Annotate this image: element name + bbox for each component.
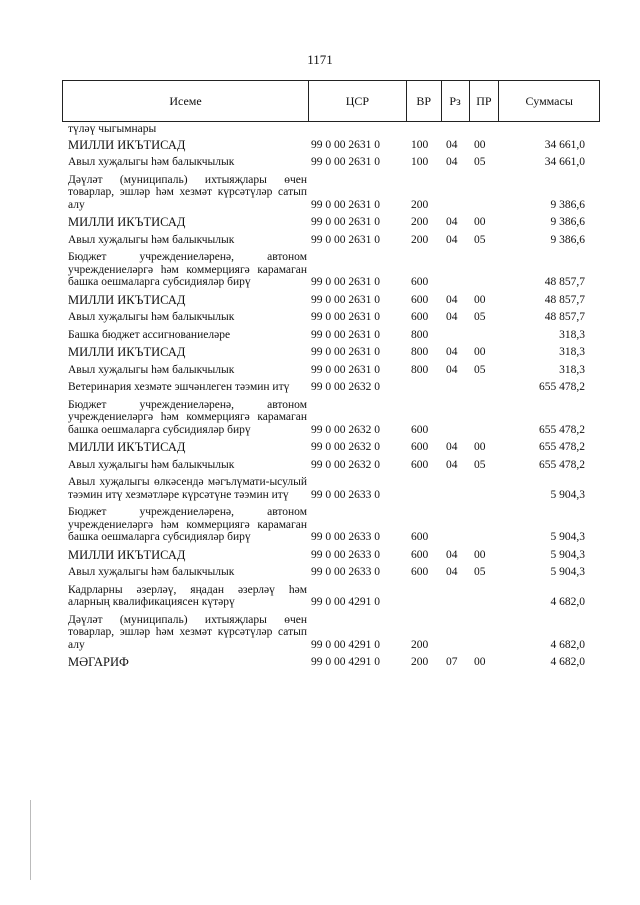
row-name: МИЛЛИ ИКЪТИСАД: [68, 215, 186, 229]
row-vr: 200: [411, 656, 429, 668]
table-row: [62, 346, 600, 359]
row-csr: 99 0 00 2633 0: [311, 531, 380, 543]
table-row: [62, 566, 600, 579]
row-rz: 04: [446, 233, 458, 246]
row-csr: 99 0 00 2631 0: [311, 363, 380, 376]
row-name: Бюджет учреждениеләренә, автоном учреждениеләргә һәм коммерциягә карамаган башка оешмаларга субсидияләр бирү: [68, 506, 307, 543]
row-vr: 800: [411, 346, 429, 358]
row-csr: 99 0 00 2631 0: [311, 156, 380, 168]
table-row: [62, 139, 600, 152]
row-sum: 318,3: [559, 363, 585, 376]
row-rz: 04: [446, 458, 458, 471]
table-row: [62, 123, 600, 136]
row-pr: 05: [474, 156, 486, 168]
row-sum: 318,3: [559, 346, 585, 358]
table-row: [62, 216, 600, 229]
row-csr: 99 0 00 2631 0: [311, 311, 380, 323]
row-name: Авыл хуҗалыгы һәм балыкчылык: [68, 566, 235, 578]
header-csr: ЦСР: [309, 81, 407, 121]
row-vr: 600: [411, 311, 429, 323]
table-row: [62, 476, 600, 501]
row-sum: 9 386,6: [550, 233, 585, 246]
table-row: [62, 614, 600, 652]
row-csr: 99 0 00 2631 0: [311, 346, 380, 358]
table-row: [62, 156, 600, 169]
row-vr: 200: [411, 638, 429, 651]
row-vr: 600: [411, 293, 429, 306]
row-csr: 99 0 00 2632 0: [311, 441, 380, 453]
row-rz: 04: [446, 216, 458, 228]
row-csr: 99 0 00 2633 0: [311, 566, 380, 578]
row-pr: 00: [474, 138, 486, 151]
row-name: Авыл хуҗалыгы һәм балыкчылык: [68, 363, 235, 376]
row-name: Башка бюджет ассигнованиеләре: [68, 328, 231, 341]
header-name: Исеме: [63, 81, 309, 121]
row-vr: 100: [411, 138, 429, 151]
row-pr: 00: [474, 216, 486, 228]
row-pr: 05: [474, 566, 486, 578]
row-vr: 200: [411, 198, 429, 211]
row-csr: 99 0 00 2633 0: [311, 488, 380, 501]
row-pr: 00: [474, 441, 486, 453]
row-rz: 04: [446, 441, 458, 453]
table-row: [62, 506, 600, 544]
row-name: Авыл хуҗалыгы өлкәсендә мәгълүмати-ысулый тәэмин итү хезмәтләре күрсәтүне тәэмин итү: [68, 476, 307, 501]
row-name: Дәүләт (муниципаль) ихтыяҗлары өчен товарлар, эшләр һәм хезмәт күрсәтүләр сатып алу: [68, 613, 307, 651]
row-csr: 99 0 00 4291 0: [311, 596, 380, 608]
row-name: Бюджет учреждениеләренә, автоном учреждениеләргә һәм коммерциягә карамаган башка оешмаларга субсидияләр бирү: [68, 398, 307, 436]
row-pr: 00: [474, 656, 486, 668]
row-sum: 4 682,0: [550, 638, 585, 651]
row-sum: 5 904,3: [550, 531, 585, 543]
table-row: [62, 584, 600, 609]
row-sum: 48 857,7: [544, 311, 585, 323]
row-csr: 99 0 00 2631 0: [311, 198, 380, 211]
row-name: Авыл хуҗалыгы һәм балыкчылык: [68, 458, 235, 471]
row-csr: 99 0 00 2631 0: [311, 216, 380, 228]
row-name: МИЛЛИ ИКЪТИСАД: [68, 345, 186, 359]
row-pr: 05: [474, 233, 486, 246]
table-row: [62, 441, 600, 454]
row-sum: 48 857,7: [544, 276, 585, 288]
row-pr: 00: [474, 293, 486, 306]
header-pr: ПР: [470, 81, 500, 121]
row-rz: 04: [446, 311, 458, 323]
row-name: МИЛЛИ ИКЪТИСАД: [68, 137, 186, 152]
table-row: [62, 174, 600, 212]
row-sum: 48 857,7: [544, 293, 585, 306]
row-vr: 600: [411, 458, 429, 471]
row-sum: 4 682,0: [550, 656, 585, 668]
row-sum: 34 661,0: [544, 156, 585, 168]
row-name: Авыл хуҗалыгы һәм балыкчылык: [68, 311, 235, 323]
table-row: [62, 399, 600, 437]
row-sum: 4 682,0: [550, 596, 585, 608]
row-vr: 200: [411, 216, 429, 228]
margin-rule: [30, 800, 31, 880]
row-vr: 600: [411, 548, 429, 561]
row-sum: 655 478,2: [539, 381, 585, 393]
row-name: Ветеринария хезмәте эшчәнлеген тәэмин итү: [68, 381, 290, 393]
row-rz: 04: [446, 346, 458, 358]
row-rz: 04: [446, 138, 458, 151]
row-sum: 9 386,6: [550, 198, 585, 211]
row-csr: 99 0 00 2631 0: [311, 233, 380, 246]
row-name: МӘГАРИФ: [68, 655, 129, 669]
table-row: [62, 381, 600, 394]
row-sum: 655 478,2: [539, 423, 585, 436]
row-rz: 04: [446, 156, 458, 168]
row-name: Кадрларны әзерләү, яңадан әзерләү һәм аларның квалификациясен күтәрү: [68, 583, 307, 608]
row-csr: 99 0 00 2632 0: [311, 458, 380, 471]
row-sum: 655 478,2: [539, 441, 585, 453]
row-vr: 600: [411, 531, 429, 543]
row-csr: 99 0 00 4291 0: [311, 638, 380, 651]
row-name: Авыл хуҗалыгы һәм балыкчылык: [68, 156, 235, 168]
table-header: [62, 80, 600, 122]
row-name: түләү чыгымнары: [68, 123, 157, 135]
row-vr: 100: [411, 156, 429, 168]
row-vr: 600: [411, 276, 429, 288]
row-sum: 9 386,6: [550, 216, 585, 228]
row-vr: 600: [411, 441, 429, 453]
row-pr: 05: [474, 363, 486, 376]
row-pr: 05: [474, 311, 486, 323]
row-csr: 99 0 00 4291 0: [311, 656, 380, 668]
row-vr: 600: [411, 566, 429, 578]
row-name: МИЛЛИ ИКЪТИСАД: [68, 292, 186, 307]
table-row: [62, 459, 600, 472]
header-sum: Суммасы: [525, 93, 573, 108]
row-vr: 600: [411, 423, 429, 436]
row-pr: 00: [474, 548, 486, 561]
row-pr: 05: [474, 458, 486, 471]
row-name: Бюджет учреждениеләренә, автоном учреждениеләргә һәм коммерциягә карамаган башка оешмаларга субсидияләр бирү: [68, 251, 307, 288]
table-row: [62, 234, 600, 247]
row-pr: 00: [474, 346, 486, 358]
row-csr: 99 0 00 2631 0: [311, 293, 380, 306]
header-vr: ВР: [407, 81, 442, 121]
table-row: [62, 311, 600, 324]
row-name: Авыл хуҗалыгы һәм балыкчылык: [68, 233, 235, 246]
header-rz: Рз: [442, 81, 470, 121]
row-name: Дәүләт (муниципаль) ихтыяҗлары өчен товарлар, эшләр һәм хезмәт күрсәтүләр сатып алу: [68, 173, 307, 211]
row-sum: 34 661,0: [544, 138, 585, 151]
table-body: [62, 123, 600, 674]
row-csr: 99 0 00 2631 0: [311, 328, 380, 341]
row-rz: 04: [446, 363, 458, 376]
row-csr: 99 0 00 2632 0: [311, 423, 380, 436]
row-sum: 5 904,3: [550, 488, 585, 501]
row-vr: 200: [411, 233, 429, 246]
row-csr: 99 0 00 2631 0: [311, 276, 380, 288]
row-vr: 800: [411, 328, 429, 341]
row-csr: 99 0 00 2632 0: [311, 381, 380, 393]
row-sum: 5 904,3: [550, 566, 585, 578]
table-row: [62, 656, 600, 669]
table-row: [62, 294, 600, 307]
table-row: [62, 251, 600, 289]
row-sum: 655 478,2: [539, 458, 585, 471]
row-sum: 318,3: [559, 328, 585, 341]
table-row: [62, 364, 600, 377]
table-row: [62, 329, 600, 342]
row-rz: 04: [446, 566, 458, 578]
row-rz: 04: [446, 293, 458, 306]
row-name: МИЛЛИ ИКЪТИСАД: [68, 547, 186, 562]
row-vr: 800: [411, 363, 429, 376]
row-sum: 5 904,3: [550, 548, 585, 561]
row-rz: 07: [446, 656, 458, 668]
row-csr: 99 0 00 2633 0: [311, 548, 380, 561]
row-rz: 04: [446, 548, 458, 561]
row-name: МИЛЛИ ИКЪТИСАД: [68, 440, 186, 454]
row-csr: 99 0 00 2631 0: [311, 138, 380, 151]
table-row: [62, 549, 600, 562]
page-number: 1171: [307, 52, 333, 67]
